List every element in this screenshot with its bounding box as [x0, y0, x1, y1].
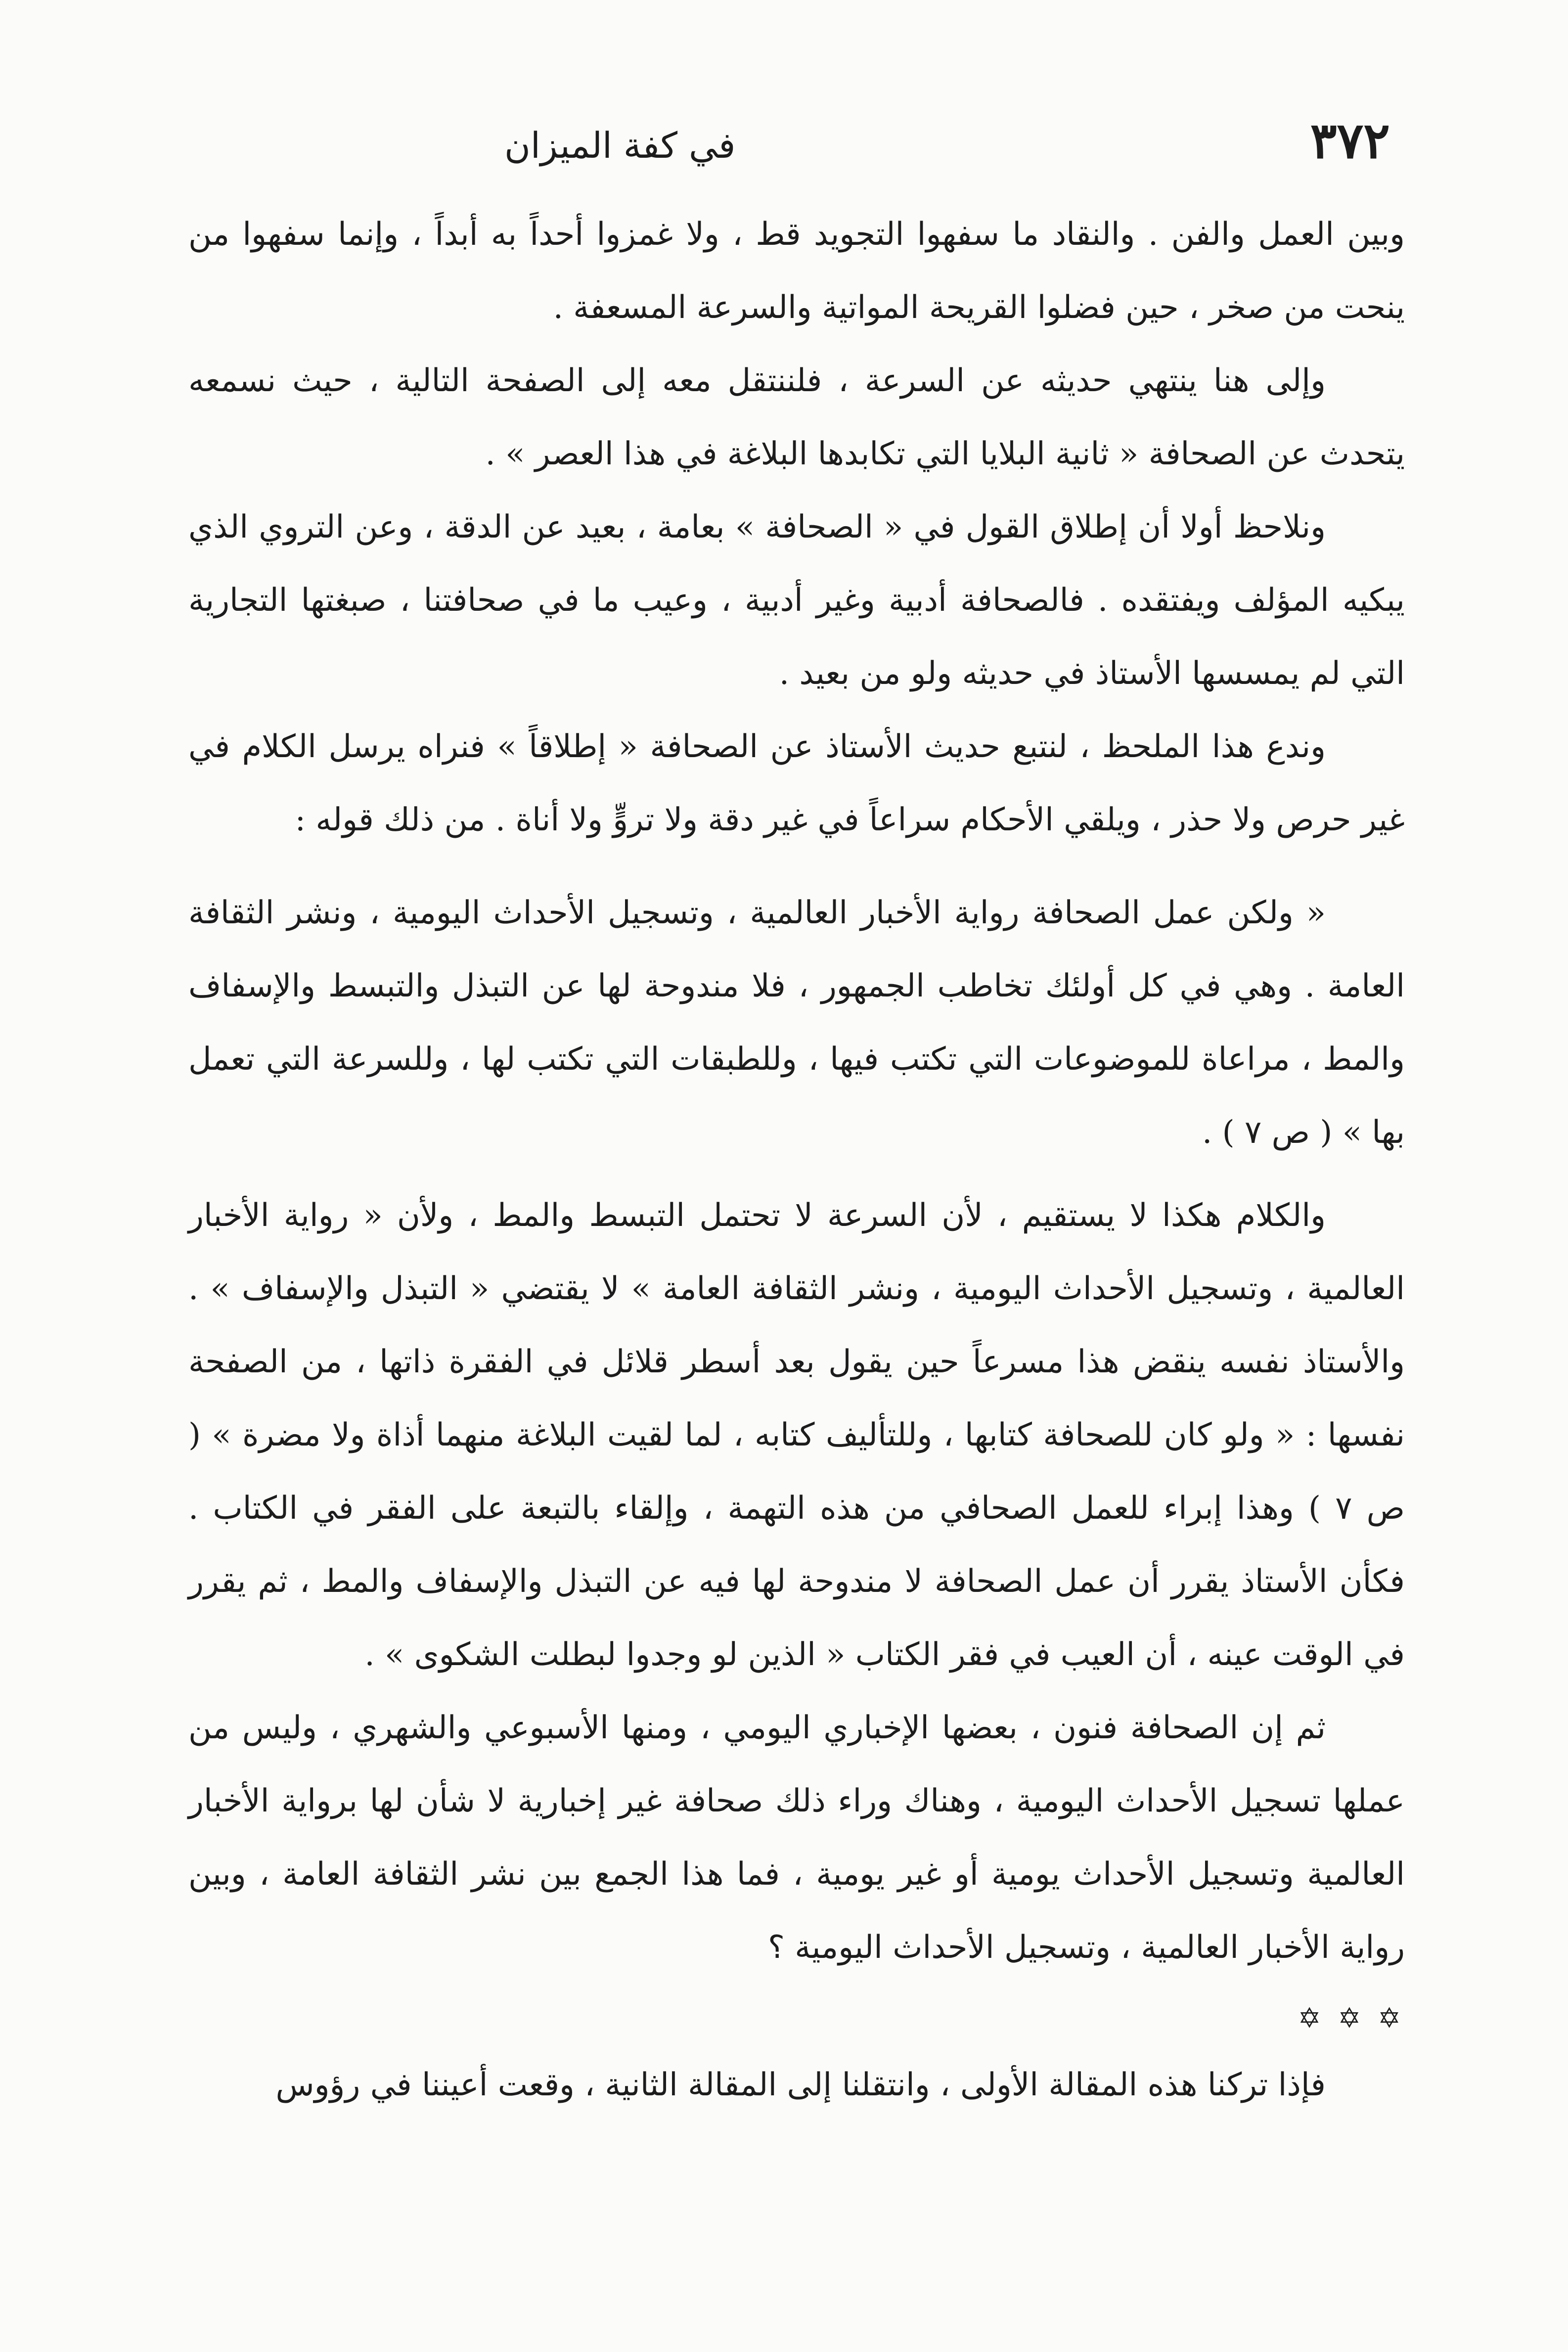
paragraph-continued: وبين العمل والفن . والنقاد ما سفهوا التجويد قط ، ولا غمزوا أحداً به أبداً ، وإنما سفهوا من ينحت من صخر ، حين فضلوا القريحة المواتية والسرعة المسعفة . — [188, 216, 1405, 326]
block-quotation: « ولكن عمل الصحافة رواية الأخبار العالمية ، وتسجيل الأحداث اليومية ، ونشر الثقافة العامة . وهي في كل أولئك تخاطب الجمهور ، فلا مندوحة لها عن التبذل والتبسط والإسفاف والمط ، مراعاة للموضوعات التي تكتب فيها ، وللطبقات التي تكتب لها ، وللسرعة التي تعمل بها » ( ص ٧ ) . — [188, 895, 1405, 1151]
paragraph-second-article: فإذا تركنا هذه المقالة الأولى ، وانتقلنا إلى المقالة الثانية ، وقعت أعيننا في رؤوس — [275, 2067, 1326, 2103]
paragraph-critique: والكلام هكذا لا يستقيم ، لأن السرعة لا تحتمل التبسط والمط ، ولأن « رواية الأخبار العالمية ، وتسجيل الأحداث اليومية ، ونشر الثقافة العامة » لا يقتضي « التبذل والإسفاف » . والأستاذ نفسه ينقض هذا مسرعاً حين يقول بعد أسطر قلائل في الفقرة ذاتها ، من الصفحة نفسها : « ولو كان للصحافة كتابها ، وللتأليف كتابه ، لما لقيت البلاغة منهما أذاة ولا مضرة » ( ص ٧ ) وهذا إبراء للعمل الصحافي من هذه التهمة ، وإلقاء بالتبعة على الفقر في الكتاب . فكأن الأستاذ يقرر أن عمل الصحافة لا مندوحة لها فيه عن التبذل والإسفاف والمط ، ثم يقرر في الوقت عينه ، أن العيب في فقر الكتاب « الذين لو وجدوا لبطلت الشكوى » . — [188, 1197, 1405, 1673]
section-separator: ✡ ✡ ✡ — [1298, 2002, 1405, 2035]
paragraph-follow-discussion: وندع هذا الملحظ ، لنتبع حديث الأستاذ عن الصحافة « إطلاقاً » فنراه يرسل الكلام في غير حرص ولا حذر ، ويلقي الأحكام سراعاً في غير دقة ولا تروٍّ ولا أناة . من ذلك قوله : — [188, 728, 1405, 838]
paragraph-journalism-intro: وإلى هنا ينتهي حديثه عن السرعة ، فلننتقل معه إلى الصفحة التالية ، حيث نسمعه يتحدث عن الصحافة « ثانية البلايا التي تكابدها البلاغة في هذا العصر » . — [188, 362, 1405, 472]
paragraph-journalism-kinds: ثم إن الصحافة فنون ، بعضها الإخباري اليومي ، ومنها الأسبوعي والشهري ، وليس من عملها تسجيل الأحداث اليومية ، وهناك وراء ذلك صحافة غير إخبارية لا شأن لها برواية الأخبار العالمية وتسجيل الأحداث يومية أو غير يومية ، فما هذا الجمع بين نشر الثقافة العامة ، وبين رواية الأخبار العالمية ، وتسجيل الأحداث اليومية ؟ — [188, 1710, 1405, 1966]
body-text — [188, 198, 1405, 2122]
running-header — [178, 111, 1390, 171]
page-number: ٣٧٢ — [1310, 111, 1390, 170]
paragraph-note-generalization: ونلاحظ أولا أن إطلاق القول في « الصحافة » بعامة ، بعيد عن الدقة ، وعن التروي الذي يبكيه المؤلف ويفتقده . فالصحافة أدبية وغير أدبية ، وعيب ما في صحافتنا ، صبغتها التجارية التي لم يمسسها الأستاذ في حديثه ولو من بعيد . — [188, 509, 1405, 692]
running-title: في كفة الميزان — [504, 125, 736, 166]
